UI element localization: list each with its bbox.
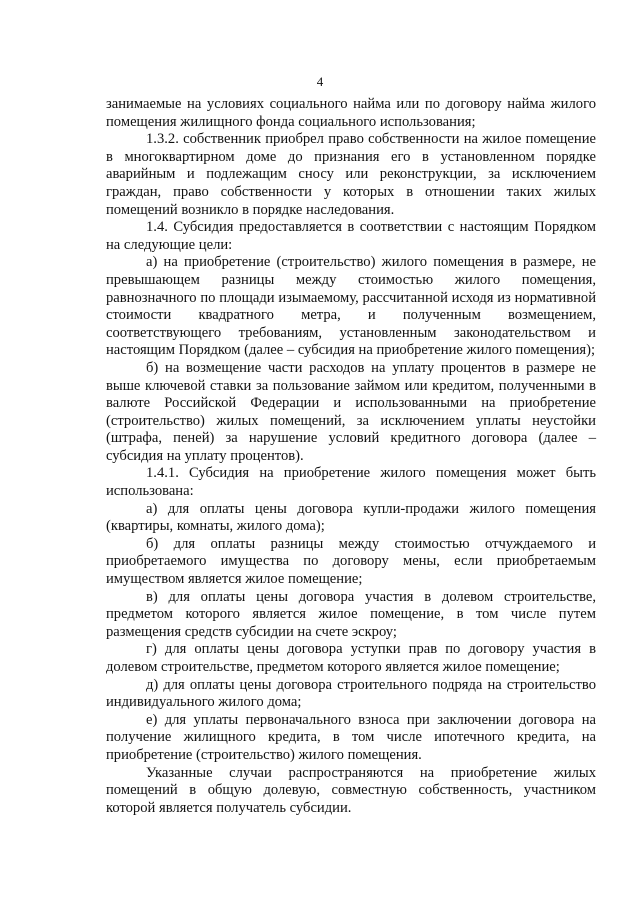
paragraph-continuation: занимаемые на условиях социального найма или по договору найма жилого помещения жилищного фонда социального использования; [106,96,596,130]
paragraph-1-4-1-e: е) для уплаты первоначального взноса при заключении договора на получение жилищного кредита, в том числе ипотечного кредита, на приобретение (строительство) жилого помещения. [106,711,596,763]
paragraph-1-3-2: 1.3.2. собственник приобрел право собственности на жилое помещение в многоквартирном доме до признания его в установленном порядке аварийным и подлежащим сносу или реконструкции, за исключением граждан, право собственности у которых в отношении таких жилых помещений возникло в порядке наследования. [106,131,596,218]
paragraph-1-4-1-a: а) для оплаты цены договора купли-продажи жилого помещения (квартиры, комнаты, жилого дома); [106,500,596,535]
paragraph-1-4-1-b: б) для оплаты разницы между стоимостью отчуждаемого и приобретаемого имущества по договору мены, если приобретаемым имуществом является жилое помещение; [106,535,596,588]
paragraph-1-4-1: 1.4.1. Субсидия на приобретение жилого помещения может быть использована: [106,465,596,500]
paragraph-scope-note: Указанные случаи распространяются на приобретение жилых помещений в общую долевую, совместную собственность, участником которой является получатель субсидии. [106,764,596,816]
document-body [106,96,596,817]
paragraph-1-4: 1.4. Субсидия предоставляется в соответствии с настоящим Порядком на следующие цели: [106,219,596,253]
paragraph-1-4-1-d: д) для оплаты цены договора строительного подряда на строительство индивидуального жилого дома; [106,676,596,711]
paragraph-1-4-1-g: г) для оплаты цены договора уступки прав по договору участия в долевом строительстве, предметом которого является жилое помещение; [106,641,596,675]
paragraph-1-4-a: а) на приобретение (строительство) жилого помещения в размере, не превышающем разницы между стоимостью жилого помещения, равнозначного по площади изымаемому, рассчитанной исходя из нормативной стоимости квадратного метра, и полученным возмещением, соответствующего требованиям, установленным законодательством и настоящим Порядком (далее – субсидия на приобретение жилого помещения); [106,254,596,359]
paragraph-1-4-1-v: в) для оплаты цены договора участия в долевом строительстве, предметом которого является жилое помещение, в том числе путем размещения средств субсидии на счете эскроу; [106,588,596,640]
paragraph-1-4-b: б) на возмещение части расходов на уплату процентов в размере не выше ключевой ставки за пользование займом или кредитом, полученными в валюте Российской Федерации и использованными на приобретение (строительство) жилых помещений, за исключением уплаты неустойки (штрафа, пеней) за нарушение условий кредитного договора (далее – субсидия на уплату процентов). [106,359,596,464]
page-number: 4 [316,74,324,89]
